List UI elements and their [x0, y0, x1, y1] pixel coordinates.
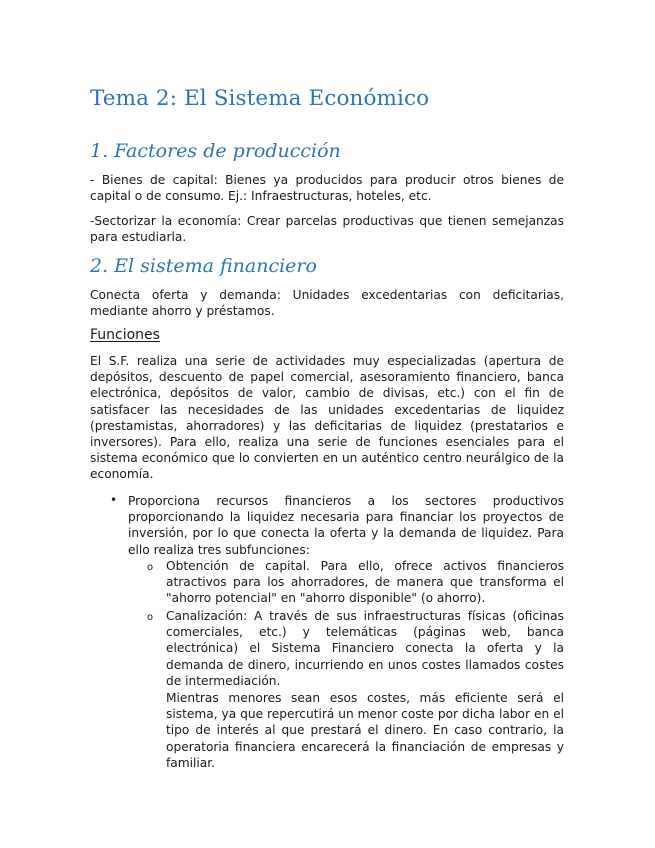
sub-bullet-marker: o: [147, 562, 154, 573]
sub-list-item-canalizacion-continued: Mientras menores sean esos costes, más eficiente será el sistema, ya que repercutirá un menor coste por dicha labor en el tipo de interés al que prestará el dinero. En caso contrario, la operatoria financiera encarecerá la financiación de empresas y familiar.: [166, 691, 564, 770]
paragraph-bienes-capital: - Bienes de capital: Bienes ya producidos para producir otros bienes de capital o de consumo. Ej.: Infraestructuras, hoteles, etc.: [90, 173, 564, 204]
sub-list-item-obtencion-capital: Obtención de capital. Para ello, ofrece activos financieros atractivos para los ahorradores, de manera que transforma el "ahorro potencial" en "ahorro disponible" (o ahorro).: [166, 559, 564, 606]
list-item-recursos-financieros: Proporciona recursos financieros a los sectores productivos proporcionando la liquidez necesaria para financiar los proyectos de inversión, por lo que conecta la oferta y la demanda de liquidez. Para ello realiza tres subfunciones:: [128, 494, 564, 557]
section-heading-sistema-financiero: 2. El sistema financiero: [90, 255, 317, 277]
paragraph-conecta-oferta: Conecta oferta y demanda: Unidades excedentarias con deficitarias, mediante ahorro y préstamos.: [90, 288, 564, 319]
section-heading-factores: 1. Factores de producción: [90, 140, 341, 162]
document-title: Tema 2: El Sistema Económico: [90, 86, 430, 111]
paragraph-funciones-intro: El S.F. realiza una serie de actividades muy especializadas (apertura de depósitos, descuento de papel comercial, asesoramiento financiero, banca electrónica, depósitos de valor, cambio de divisas, etc.) con el fin de satisfacer las necesidades de las unidades excedentarias de liquidez (prestamistas, ahorradores) y las deficitarias de liquidez (prestatarios e inversores). Para ello, realiza una serie de funciones esenciales para el sistema económico que lo convierten en un auténtico centro neurálgico de la economía.: [90, 354, 564, 482]
bullet-marker: •: [110, 493, 118, 507]
subheading-funciones: Funciones: [90, 327, 160, 343]
sub-bullet-marker: o: [147, 612, 154, 623]
paragraph-sectorizar: -Sectorizar la economía: Crear parcelas productivas que tienen semejanzas para estudiarla.: [90, 214, 564, 245]
sub-list-item-canalizacion: Canalización: A través de sus infraestructuras físicas (oficinas comerciales, etc.) y telemáticas (páginas web, banca electrónica) el Sistema Financiero conecta la oferta y la demanda de dinero, incurriendo en unos costes llamados costes de intermediación.: [166, 609, 564, 688]
